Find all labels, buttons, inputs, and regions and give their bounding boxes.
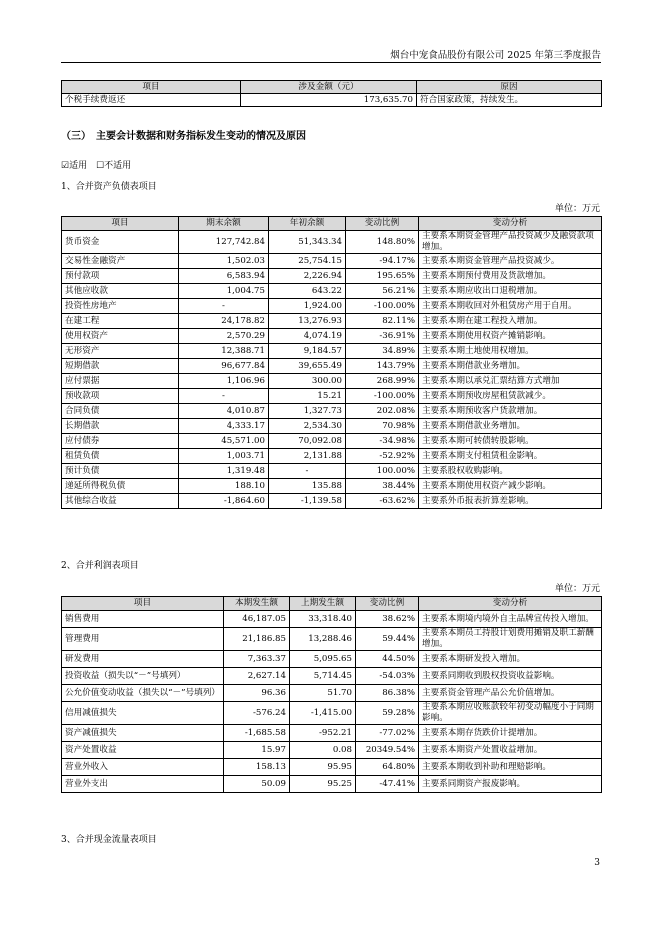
table-row — [62, 464, 602, 479]
table-row — [62, 434, 602, 449]
change-ratio-cell: -63.62% — [346, 494, 419, 509]
header-cell: 本期发生额 — [224, 597, 290, 611]
analysis-cell: 主要系本期研发投入增加。 — [419, 651, 602, 668]
analysis-cell: 主要系本期土地使用权增加。 — [419, 344, 602, 359]
table-row — [62, 725, 602, 742]
start-value-cell: -1,415.00 — [290, 702, 356, 725]
analysis-cell: 主要系同期资产报废影响。 — [419, 776, 602, 793]
analysis-cell: 主要系本期应收账款较年初变动幅度小于同期影响。 — [419, 702, 602, 725]
start-value-cell: -952.21 — [290, 725, 356, 742]
item-cell: 研发费用 — [62, 651, 224, 668]
start-value-cell: 13,276.93 — [269, 314, 346, 329]
income-statement-unit: 单位：万元 — [554, 584, 600, 594]
table-row — [62, 776, 602, 793]
start-value-cell: 0.08 — [290, 742, 356, 759]
item-cell: 应付债券 — [62, 434, 179, 449]
item-cell: 信用减值损失 — [62, 702, 224, 725]
end-value-cell: 45,571.00 — [179, 434, 269, 449]
item-cell: 其他应收款 — [62, 284, 179, 299]
table-row — [62, 494, 602, 509]
item-cell: 使用权资产 — [62, 329, 179, 344]
change-ratio-cell: -100.00% — [346, 389, 419, 404]
analysis-cell: 主要系本期预收客户货款增加。 — [419, 404, 602, 419]
analysis-cell: 主要系本期预收房屋租赁款减少。 — [419, 389, 602, 404]
change-ratio-cell: 59.28% — [356, 702, 419, 725]
end-value-cell: - — [179, 299, 269, 314]
end-value-cell: -1,685.58 — [224, 725, 290, 742]
end-value-cell: 1,319.48 — [179, 464, 269, 479]
analysis-cell: 主要系股权收购影响。 — [419, 464, 602, 479]
header-cell: 年初余额 — [269, 217, 346, 231]
end-value-cell: 21,186.85 — [224, 628, 290, 651]
end-value-cell: 96.36 — [224, 685, 290, 702]
change-ratio-cell: -36.91% — [346, 329, 419, 344]
table-row — [62, 628, 602, 651]
start-value-cell: 2,226.94 — [269, 269, 346, 284]
header-cell: 项目 — [62, 597, 224, 611]
item-cell: 预付款项 — [62, 269, 179, 284]
change-ratio-cell: -54.03% — [356, 668, 419, 685]
table-row — [62, 329, 602, 344]
analysis-cell: 主要系本期境内境外自主品牌宣传投入增加。 — [419, 611, 602, 628]
start-value-cell: -1,139.58 — [269, 494, 346, 509]
end-value-cell: 46,187.05 — [224, 611, 290, 628]
analysis-cell: 主要系本期预付费用及货款增加。 — [419, 269, 602, 284]
reason-cell: 符合国家政策，持续发生。 — [417, 94, 602, 107]
change-ratio-cell: 38.62% — [356, 611, 419, 628]
balance-sheet-table — [61, 216, 602, 509]
end-value-cell: 96,677.84 — [179, 359, 269, 374]
analysis-cell: 主要系本期支付租赁租金影响。 — [419, 449, 602, 464]
table-row — [62, 284, 602, 299]
end-value-cell: 1,106.96 — [179, 374, 269, 389]
table-row — [62, 344, 602, 359]
item-cell: 合同负债 — [62, 404, 179, 419]
start-value-cell: 51.70 — [290, 685, 356, 702]
header-cell: 变动分析 — [419, 217, 602, 231]
analysis-cell: 主要系本期以承兑汇票结算方式增加 — [419, 374, 602, 389]
start-value-cell: 643.22 — [269, 284, 346, 299]
change-ratio-cell: 70.98% — [346, 419, 419, 434]
table-row — [62, 389, 602, 404]
table-row — [62, 359, 602, 374]
table-row — [62, 254, 602, 269]
table-row — [62, 404, 602, 419]
table-header-row — [62, 217, 602, 231]
change-ratio-cell: 34.89% — [346, 344, 419, 359]
item-cell: 租赁负债 — [62, 449, 179, 464]
applicable-checkbox-line: ☑适用 ☐不适用 — [61, 161, 132, 171]
item-cell: 资产减值损失 — [62, 725, 224, 742]
analysis-cell: 主要系本期收到补助和理赔影响。 — [419, 759, 602, 776]
table-row — [62, 611, 602, 628]
table-row — [62, 269, 602, 284]
header-cell: 上期发生额 — [290, 597, 356, 611]
item-cell: 预收款项 — [62, 389, 179, 404]
section-title: （三） 主要会计数据和财务指标发生变动的情况及原因 — [61, 131, 306, 142]
analysis-cell: 主要系本期资金管理产品投资减少及融资款项增加。 — [419, 231, 602, 254]
change-ratio-cell: 38.44% — [346, 479, 419, 494]
header-cell: 变动分析 — [419, 597, 602, 611]
change-ratio-cell: 148.80% — [346, 231, 419, 254]
end-value-cell: 15.97 — [224, 742, 290, 759]
start-value-cell: 51,343.34 — [269, 231, 346, 254]
item-cell: 公允价值变动收益（损失以“－”号填列） — [62, 685, 224, 702]
item-cell: 货币资金 — [62, 231, 179, 254]
change-ratio-cell: 195.65% — [346, 269, 419, 284]
start-value-cell: 2,534.30 — [269, 419, 346, 434]
item-cell: 无形资产 — [62, 344, 179, 359]
end-value-cell: 2,627.14 — [224, 668, 290, 685]
cash-flow-subtitle: 3、合并现金流量表项目 — [61, 835, 157, 845]
change-ratio-cell: 143.79% — [346, 359, 419, 374]
item-cell: 营业外支出 — [62, 776, 224, 793]
change-ratio-cell: -52.92% — [346, 449, 419, 464]
end-value-cell: - — [179, 389, 269, 404]
change-ratio-cell: 268.99% — [346, 374, 419, 389]
end-value-cell: 7,363.37 — [224, 651, 290, 668]
end-value-cell: 50.09 — [224, 776, 290, 793]
header-cell: 原因 — [417, 81, 602, 94]
end-value-cell: 158.13 — [224, 759, 290, 776]
header-cell: 变动比例 — [346, 217, 419, 231]
change-ratio-cell: -47.41% — [356, 776, 419, 793]
start-value-cell: 5,714.45 — [290, 668, 356, 685]
end-value-cell: 1,502.03 — [179, 254, 269, 269]
item-cell: 递延所得税负债 — [62, 479, 179, 494]
change-ratio-cell: -94.17% — [346, 254, 419, 269]
start-value-cell: 95.25 — [290, 776, 356, 793]
analysis-cell: 主要系本期在建工程投入增加。 — [419, 314, 602, 329]
change-ratio-cell: 202.08% — [346, 404, 419, 419]
table-header-row — [62, 597, 602, 611]
end-value-cell: 12,388.71 — [179, 344, 269, 359]
amount-cell: 173,635.70 — [241, 94, 417, 107]
analysis-cell: 主要系本期可转债转股影响。 — [419, 434, 602, 449]
analysis-cell: 主要系资金管理产品公允价值增加。 — [419, 685, 602, 702]
analysis-cell: 主要系本期资产处置收益增加。 — [419, 742, 602, 759]
change-ratio-cell: 100.00% — [346, 464, 419, 479]
item-cell: 其他综合收益 — [62, 494, 179, 509]
income-statement-subtitle: 2、合并利润表项目 — [61, 561, 139, 571]
table-row — [62, 742, 602, 759]
table-row — [62, 374, 602, 389]
end-value-cell: -576.24 — [224, 702, 290, 725]
start-value-cell: 1,924.00 — [269, 299, 346, 314]
analysis-cell: 主要系本期使用权资产减少影响。 — [419, 479, 602, 494]
table-row — [62, 668, 602, 685]
start-value-cell: 5,095.65 — [290, 651, 356, 668]
item-cell: 短期借款 — [62, 359, 179, 374]
change-ratio-cell: 64.80% — [356, 759, 419, 776]
header-cell: 涉及金额（元） — [241, 81, 417, 94]
item-cell: 长期借款 — [62, 419, 179, 434]
change-ratio-cell: 20349.54% — [356, 742, 419, 759]
analysis-cell: 主要系外币报表折算差影响。 — [419, 494, 602, 509]
item-cell: 销售费用 — [62, 611, 224, 628]
start-value-cell: 25,754.15 — [269, 254, 346, 269]
table-row — [62, 94, 602, 107]
header-cell: 项目 — [62, 217, 179, 231]
table-row — [62, 419, 602, 434]
item-cell: 交易性金融资产 — [62, 254, 179, 269]
table-row — [62, 314, 602, 329]
end-value-cell: 2,570.29 — [179, 329, 269, 344]
end-value-cell: 4,333.17 — [179, 419, 269, 434]
header-cell: 项目 — [62, 81, 241, 94]
end-value-cell: 24,178.82 — [179, 314, 269, 329]
start-value-cell: 70,092.08 — [269, 434, 346, 449]
item-cell: 投资收益（损失以“－”号填列） — [62, 668, 224, 685]
income-statement-table — [61, 596, 602, 793]
end-value-cell: 1,003.71 — [179, 449, 269, 464]
change-ratio-cell: 56.21% — [346, 284, 419, 299]
report-header: 烟台中宠食品股份有限公司 2025 年第三季度报告 — [390, 50, 601, 61]
item-cell: 应付票据 — [62, 374, 179, 389]
table-row — [62, 479, 602, 494]
start-value-cell: 9,184.57 — [269, 344, 346, 359]
item-cell: 在建工程 — [62, 314, 179, 329]
analysis-cell: 主要系本期应收出口退税增加。 — [419, 284, 602, 299]
page-number: 3 — [594, 858, 600, 868]
change-ratio-cell: 86.38% — [356, 685, 419, 702]
start-value-cell: 1,327.73 — [269, 404, 346, 419]
analysis-cell: 主要系同期收到股权投资收益影响。 — [419, 668, 602, 685]
analysis-cell: 主要系本期借款业务增加。 — [419, 359, 602, 374]
balance-sheet-subtitle: 1、合并资产负债表项目 — [61, 182, 157, 192]
change-ratio-cell: -34.98% — [346, 434, 419, 449]
header-divider — [61, 62, 601, 63]
balance-sheet-unit: 单位：万元 — [554, 204, 600, 214]
analysis-cell: 主要系本期存货跌价计提增加。 — [419, 725, 602, 742]
change-ratio-cell: 59.44% — [356, 628, 419, 651]
item-cell: 个税手续费返还 — [62, 94, 241, 107]
table-row — [62, 651, 602, 668]
table-row — [62, 449, 602, 464]
item-cell: 管理费用 — [62, 628, 224, 651]
change-ratio-cell: -100.00% — [346, 299, 419, 314]
analysis-cell: 主要系本期使用权资产摊销影响。 — [419, 329, 602, 344]
start-value-cell: 2,131.88 — [269, 449, 346, 464]
start-value-cell: - — [269, 464, 346, 479]
analysis-cell: 主要系本期员工持股计划费用摊销及职工薪酬增加。 — [419, 628, 602, 651]
item-cell: 营业外收入 — [62, 759, 224, 776]
change-ratio-cell: 82.11% — [346, 314, 419, 329]
tax-refund-table — [61, 80, 602, 107]
end-value-cell: 1,004.75 — [179, 284, 269, 299]
item-cell: 预计负债 — [62, 464, 179, 479]
end-value-cell: -1,864.60 — [179, 494, 269, 509]
analysis-cell: 主要系本期资金管理产品投资减少。 — [419, 254, 602, 269]
table-header-row — [62, 81, 602, 94]
start-value-cell: 135.88 — [269, 479, 346, 494]
end-value-cell: 6,583.94 — [179, 269, 269, 284]
start-value-cell: 300.00 — [269, 374, 346, 389]
change-ratio-cell: 44.50% — [356, 651, 419, 668]
start-value-cell: 39,655.49 — [269, 359, 346, 374]
start-value-cell: 13,288.46 — [290, 628, 356, 651]
header-cell: 期末余额 — [179, 217, 269, 231]
end-value-cell: 188.10 — [179, 479, 269, 494]
item-cell: 资产处置收益 — [62, 742, 224, 759]
table-row — [62, 759, 602, 776]
table-row — [62, 231, 602, 254]
item-cell: 投资性房地产 — [62, 299, 179, 314]
table-row — [62, 685, 602, 702]
table-row — [62, 702, 602, 725]
header-cell: 变动比例 — [356, 597, 419, 611]
change-ratio-cell: -77.02% — [356, 725, 419, 742]
analysis-cell: 主要系本期借款业务增加。 — [419, 419, 602, 434]
end-value-cell: 127,742.84 — [179, 231, 269, 254]
start-value-cell: 95.95 — [290, 759, 356, 776]
end-value-cell: 4,010.87 — [179, 404, 269, 419]
start-value-cell: 4,074.19 — [269, 329, 346, 344]
analysis-cell: 主要系本期收回对外租赁房产用于自用。 — [419, 299, 602, 314]
start-value-cell: 15.21 — [269, 389, 346, 404]
table-row — [62, 299, 602, 314]
start-value-cell: 33,318.40 — [290, 611, 356, 628]
